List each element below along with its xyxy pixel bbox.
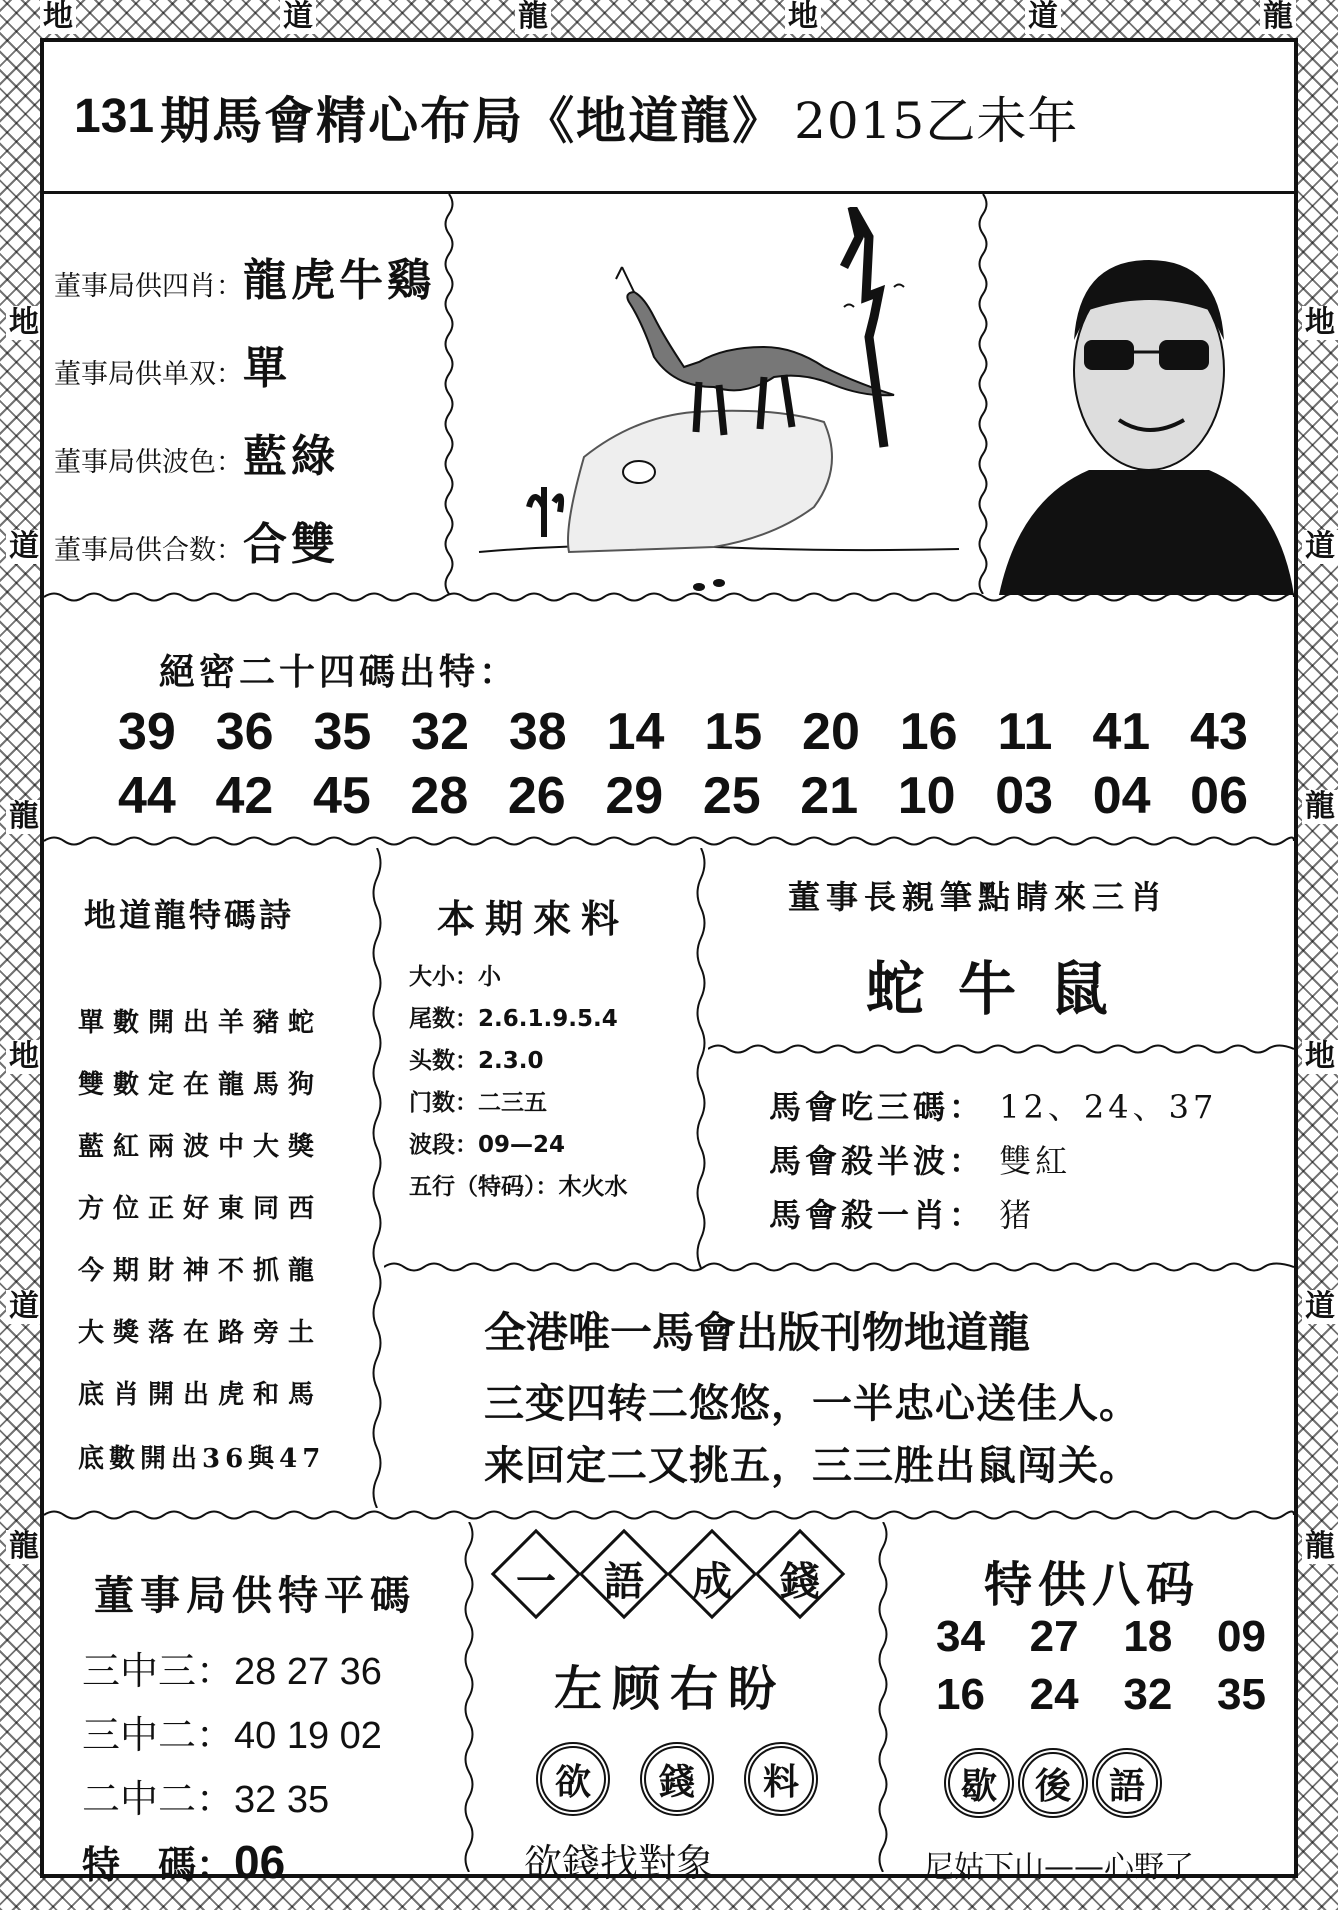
poem-line: 底肖開出虎和馬: [78, 1380, 324, 1410]
side-char-di: 地: [1302, 306, 1338, 340]
eight-codes-heading: 特供八码: [984, 1557, 1201, 1613]
special-code-value: 06: [234, 1836, 286, 1888]
odd-even-label: 董事局供单双：: [54, 359, 243, 390]
eight-code: 32: [1123, 1670, 1173, 1719]
chairman-heading: 董事長親筆點睛來三肖: [788, 878, 1169, 916]
divider-wave: [876, 1522, 890, 1872]
issue-number: 131: [74, 90, 155, 143]
special-flat-line: 三中二：40 19 02: [82, 1715, 382, 1757]
divider-wave: [384, 1260, 1294, 1274]
poem-line: 藍紅兩波中大獎: [78, 1132, 324, 1162]
secret-number: 03: [995, 767, 1054, 825]
eight-code: 24: [1029, 1670, 1079, 1719]
kill-one-value: 猪: [999, 1196, 1036, 1234]
top-char-di: 地: [40, 0, 76, 34]
special-flat-line: 二中二：32 35: [82, 1779, 330, 1821]
publication-line1: 三变四转二悠悠，一半忠心送佳人。: [484, 1381, 1140, 1427]
source-heading: 本期來料: [437, 897, 630, 941]
saying-text: 尼姑下山——心野了: [924, 1850, 1194, 1885]
publication-line2: 来回定二又挑五，三三胜出鼠闯关。: [484, 1443, 1140, 1489]
top-char-dao: 道: [1025, 0, 1061, 34]
side-char-dao: 道: [1302, 1290, 1338, 1324]
wave-color-row: [54, 420, 339, 484]
source-line: 大小：小: [409, 964, 501, 990]
combined-value: 合雙: [243, 519, 339, 570]
secret-number: 21: [800, 767, 859, 825]
secret-number: 25: [702, 767, 761, 825]
phrase-text: 左顾右盼: [554, 1661, 787, 1717]
odd-even-value: 單: [243, 343, 291, 394]
phrase-diamond-char: 一: [516, 1558, 556, 1605]
dinosaur-illustration: [474, 207, 964, 597]
divider-wave: [44, 1508, 1294, 1522]
side-char-long: 龍: [6, 800, 42, 834]
side-char-di: 地: [6, 1040, 42, 1074]
newsletter-sheet: [40, 38, 1298, 1888]
source-line: 头数：2.3.0: [409, 1048, 544, 1074]
source-line: 波段：09—24: [409, 1132, 566, 1158]
side-char-dao: 道: [1302, 530, 1338, 564]
combined-row: [54, 508, 339, 572]
top-char-long: 龍: [515, 0, 551, 34]
secret-number: 20: [802, 703, 860, 761]
side-char-dao: 道: [6, 530, 42, 564]
side-char-dao: 道: [6, 1290, 42, 1324]
secret24-heading: 絕密二十四碼出特：: [159, 652, 520, 693]
secret-number: 39: [118, 703, 176, 761]
secret-number: 16: [899, 703, 958, 761]
poem-line: 大獎落在路旁土: [78, 1318, 324, 1348]
secret-number: 32: [411, 703, 469, 761]
wave-color-label: 董事局供波色：: [54, 447, 243, 478]
special-flat-line: 三中三：28 27 36: [82, 1651, 382, 1693]
saying-circle: 後: [1018, 1748, 1088, 1818]
secret-number: 38: [508, 703, 567, 761]
special-flat-heading: 董事局供特平碼: [94, 1572, 416, 1619]
phrase-diamond-char: 錢: [780, 1558, 820, 1605]
title-main: 期馬會精心布局《地道龍》: [160, 90, 785, 150]
odd-even-row: [54, 332, 291, 396]
poem-line: 單數開出羊豬蛇: [78, 1008, 324, 1038]
divider-wave: [462, 1522, 476, 1872]
kill-wave-row: [769, 1136, 1071, 1182]
secret-number: 42: [215, 767, 274, 825]
combined-label: 董事局供合数：: [54, 535, 243, 566]
side-char-long: 龍: [6, 1530, 42, 1564]
top-char-di: 地: [785, 0, 821, 34]
poem-line: 雙數定在龍馬狗: [78, 1070, 324, 1100]
kill-one-row: [769, 1190, 1035, 1236]
publication-heading: 全港唯一馬會出版刊物地道龍: [484, 1308, 1031, 1357]
side-char-long: 龍: [1302, 1530, 1338, 1564]
four-zodiac-row: [54, 244, 435, 308]
poem-heading: 地道龍特碼詩: [84, 896, 295, 934]
divider-wave: [44, 834, 1294, 848]
eat-three-label: 馬會吃三碼：: [769, 1088, 986, 1126]
secret-number: 11: [997, 703, 1053, 761]
phrase-bottom: 欲錢找對象: [524, 1841, 715, 1885]
secret-number: 15: [704, 703, 763, 761]
side-char-long: 龍: [1302, 790, 1338, 824]
poem-line: 底數開出36與47: [78, 1444, 326, 1474]
phrase-circle: 欲: [536, 1742, 610, 1816]
eight-code: 09: [1217, 1612, 1266, 1661]
special-code-row: [82, 1834, 285, 1889]
poem-line: 今期財神不抓龍: [78, 1256, 324, 1286]
poem-line: 方位正好東同西: [78, 1194, 324, 1224]
divider-wave: [708, 1042, 1294, 1056]
secret-number: 35: [313, 703, 372, 761]
phrase-diamond-char: 成: [692, 1558, 732, 1605]
secret-number: 41: [1092, 703, 1151, 761]
kill-one-label: 馬會殺一肖：: [769, 1196, 986, 1234]
phrase-circle: 料: [744, 1742, 818, 1816]
secret-number: 45: [312, 767, 371, 825]
divider-wave: [976, 194, 990, 594]
eat-three-row: [769, 1082, 1217, 1128]
page-title: [44, 42, 1294, 194]
phrase-circle: 錢: [640, 1742, 714, 1816]
four-zodiac-label: 董事局供四肖：: [54, 271, 243, 302]
secret-number: 04: [1092, 767, 1151, 825]
side-char-di: 地: [6, 306, 42, 340]
top-char-dao: 道: [280, 0, 316, 34]
divider-wave: [694, 848, 708, 1268]
portrait-image: [999, 220, 1299, 600]
secret-number: 14: [606, 703, 665, 761]
secret-number: 29: [605, 767, 664, 825]
four-zodiac-value: 龍虎牛鷄: [243, 255, 435, 306]
eight-code: 18: [1123, 1612, 1173, 1661]
divider-wave: [442, 194, 456, 594]
secret-number: 10: [897, 767, 956, 825]
secret-number: 28: [410, 767, 469, 825]
source-line: 尾数：2.6.1.9.5.4: [409, 1006, 618, 1032]
wave-color-value: 藍綠: [243, 431, 339, 482]
secret24-row1: [118, 702, 1248, 762]
eight-codes-row1: [936, 1612, 1266, 1662]
title-year: 2015乙未年: [794, 91, 1079, 150]
chairman-three-animals: 蛇牛鼠: [866, 955, 1143, 1023]
eight-code: 16: [936, 1670, 985, 1719]
secret-number: 06: [1190, 767, 1248, 825]
divider-wave: [370, 848, 384, 1508]
eight-code: 34: [936, 1612, 985, 1661]
kill-wave-value: 雙紅: [999, 1142, 1072, 1180]
source-line: 五行（特码）：木火水: [409, 1174, 628, 1200]
phrase-diamond-char: 語: [604, 1558, 644, 1605]
secret-number: 44: [118, 767, 176, 825]
secret24-row2: [118, 766, 1248, 826]
secret-number: 36: [215, 703, 274, 761]
side-char-di: 地: [1302, 1040, 1338, 1074]
saying-circle: 語: [1092, 1748, 1162, 1818]
saying-circle: 歇: [944, 1748, 1014, 1818]
eight-code: 27: [1029, 1612, 1079, 1661]
eat-three-value: 12、24、37: [999, 1088, 1218, 1126]
divider-wave: [44, 590, 1294, 604]
eight-code: 35: [1217, 1670, 1266, 1719]
top-char-long: 龍: [1260, 0, 1296, 34]
kill-wave-label: 馬會殺半波：: [769, 1142, 986, 1180]
secret-number: 26: [507, 767, 566, 825]
source-line: 门数：二三五: [409, 1090, 547, 1116]
special-code-label: 特 碼：: [82, 1842, 235, 1887]
eight-codes-row2: [936, 1670, 1266, 1720]
secret-number: 43: [1190, 703, 1248, 761]
